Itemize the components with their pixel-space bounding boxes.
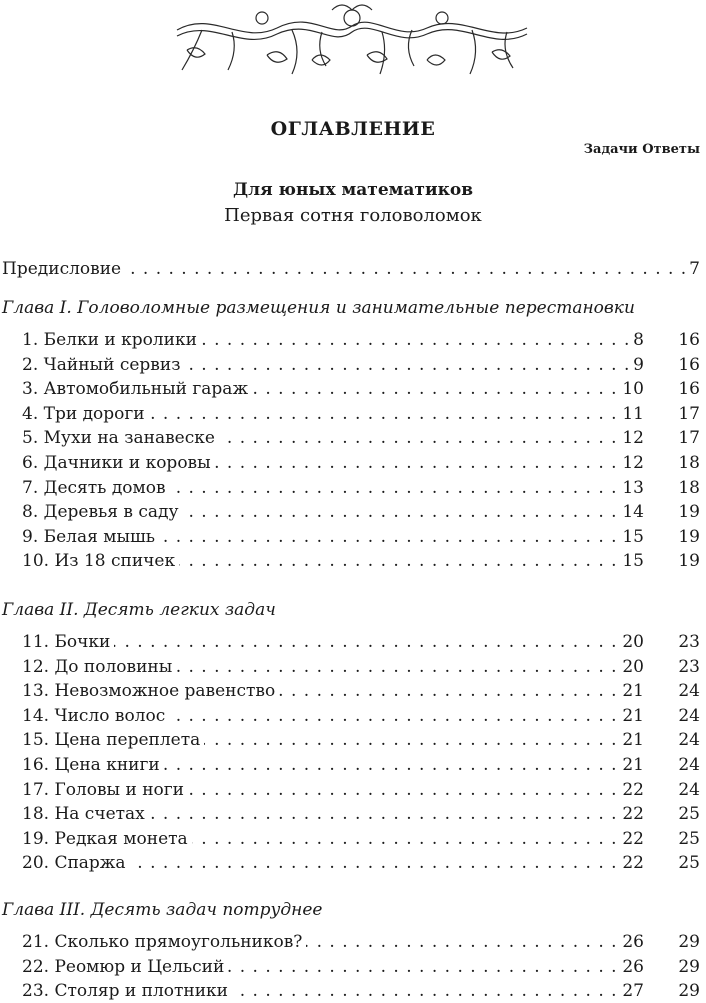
toc-row-answer-page: 25 <box>678 853 700 874</box>
column-headers <box>584 142 700 157</box>
col-tasks-header: Задачи <box>583 142 638 157</box>
toc-row-answer-page: 23 <box>678 656 700 677</box>
toc-row-task-page: 11 <box>618 402 644 426</box>
toc-row[interactable] <box>0 353 706 377</box>
toc-row-task-page: 21 <box>618 728 644 752</box>
toc-row[interactable] <box>0 630 706 654</box>
toc-row-task-page: 26 <box>618 955 644 979</box>
toc-row-answer-page: 16 <box>678 330 700 350</box>
toc-row-label: 6. Дачники и коровы <box>22 453 215 473</box>
toc-row-task-page: 20 <box>618 630 644 654</box>
toc-row-label: Предисловие <box>2 259 125 279</box>
toc-row-task-page: 26 <box>618 930 644 954</box>
toc-row-answer-page: 17 <box>678 428 700 449</box>
toc-row[interactable] <box>0 476 706 500</box>
toc-row-answer-page: 24 <box>678 681 700 702</box>
toc-row-label: 23. Столяр и плотники <box>22 981 232 1001</box>
toc-row-task-page: 15 <box>618 525 644 549</box>
toc-row[interactable] <box>0 753 706 777</box>
toc-row-label: 9. Белая мышь <box>22 527 159 547</box>
toc-row-task-page: 12 <box>618 451 644 475</box>
toc-row-answer-page: 16 <box>678 354 700 375</box>
toc-row-label: 3. Автомобильный гараж <box>22 379 252 399</box>
toc-row-task-page: 12 <box>618 426 644 450</box>
toc-row-answer-page: 24 <box>678 779 700 800</box>
toc-row[interactable] <box>0 655 706 679</box>
toc-row[interactable] <box>0 679 706 703</box>
toc-row-label: 14. Число волос <box>22 706 169 726</box>
toc-row[interactable] <box>0 500 706 524</box>
toc-row-task-page: 27 <box>618 979 644 1003</box>
toc-row[interactable] <box>0 979 706 1003</box>
section-subtitle: Первая сотня головоломок <box>224 205 482 226</box>
toc-row-answer-page: 24 <box>678 730 700 751</box>
toc-row-answer-page: 29 <box>678 932 700 952</box>
toc-row-label: 18. На счетах <box>22 804 149 824</box>
toc-row-label: 2. Чайный сервиз <box>22 355 184 375</box>
toc-row[interactable] <box>0 451 706 475</box>
toc-row[interactable] <box>0 525 706 549</box>
toc-row-task-page: 22 <box>618 802 644 826</box>
toc-row-page: 7 <box>685 257 700 281</box>
toc-row-answer-page: 17 <box>678 403 700 424</box>
col-answers-header: Ответы <box>642 142 700 157</box>
toc-row-task-page: 21 <box>618 679 644 703</box>
toc-row-task-page: 13 <box>618 476 644 500</box>
toc-row[interactable] <box>0 328 706 352</box>
toc-row-answer-page: 19 <box>678 502 700 523</box>
toc-row-task-page: 22 <box>618 778 644 802</box>
toc-row[interactable] <box>0 802 706 826</box>
toc-row-answer-page: 18 <box>678 477 700 498</box>
section-title: Для юных математиков <box>232 180 474 200</box>
toc-row-task-page: 21 <box>618 753 644 777</box>
toc-row-task-page: 22 <box>618 827 644 851</box>
toc-row-answer-page: 24 <box>678 755 700 775</box>
toc-row[interactable] <box>0 549 706 573</box>
toc-row[interactable] <box>0 851 706 875</box>
toc-row-label: 12. До половины <box>22 657 176 677</box>
toc-row[interactable] <box>0 827 706 851</box>
toc-row-label: 4. Три дороги <box>22 404 149 424</box>
toc-row-answer-page: 25 <box>678 804 700 825</box>
toc-row-answer-page: 18 <box>678 453 700 473</box>
toc-row-answer-page: 23 <box>678 632 700 652</box>
toc-row[interactable] <box>0 402 706 426</box>
toc-row-task-page: 20 <box>618 655 644 679</box>
toc-row-label: 19. Редкая монета <box>22 829 192 849</box>
toc-row-label: 7. Десять домов <box>22 478 170 498</box>
toc-row-task-page: 8 <box>629 328 644 352</box>
toc-row-task-page: 14 <box>618 500 644 524</box>
toc-row-label: 20. Спаржа <box>22 853 130 873</box>
chapter-heading[interactable]: Глава II. Десять легких задач <box>2 600 276 620</box>
toc-row[interactable] <box>0 930 706 954</box>
toc-row[interactable] <box>0 955 706 979</box>
page-title: ОГЛАВЛЕНИЕ <box>270 118 436 140</box>
toc-row-label: 5. Мухи на занавеске <box>22 428 219 448</box>
toc-row-label: 8. Деревья в саду <box>22 502 183 522</box>
toc-row[interactable] <box>0 728 706 752</box>
toc-row-task-page: 22 <box>618 851 644 875</box>
toc-row-label: 10. Из 18 спичек <box>22 551 179 571</box>
toc-row-answer-page: 29 <box>678 956 700 977</box>
toc-row-task-page: 10 <box>618 377 644 401</box>
toc-row-label: 15. Цена переплета <box>22 730 204 750</box>
toc-row-answer-page: 24 <box>678 705 700 726</box>
toc-row-label: 21. Сколько прямоугольников? <box>22 932 306 952</box>
toc-row[interactable] <box>0 377 706 401</box>
toc-row-label: 17. Головы и ноги <box>22 780 188 800</box>
toc-row-task-page: 9 <box>629 353 644 377</box>
toc-row-answer-page: 19 <box>678 526 700 547</box>
toc-row-answer-page: 19 <box>678 551 700 572</box>
toc-row-label: 13. Невозможное равенство <box>22 681 279 701</box>
vine-ornament <box>172 0 532 90</box>
toc-row-answer-page: 29 <box>678 981 700 1002</box>
chapter-heading[interactable]: Глава III. Десять задач потруднее <box>2 900 323 920</box>
toc-row-label: 16. Цена книги <box>22 755 164 775</box>
toc-row-task-page: 21 <box>618 704 644 728</box>
toc-row[interactable] <box>0 704 706 728</box>
toc-row-preface[interactable] <box>0 257 706 281</box>
toc-row-label: 11. Бочки <box>22 632 114 652</box>
toc-row-label: 22. Реомюр и Цельсий <box>22 957 228 977</box>
toc-row-task-page: 15 <box>618 549 644 573</box>
toc-row-answer-page: 25 <box>678 828 700 849</box>
chapter-heading[interactable]: Глава I. Головоломные размещения и занимательные перестановки <box>2 298 635 318</box>
toc-row[interactable] <box>0 426 706 450</box>
toc-row-answer-page: 16 <box>678 379 700 400</box>
toc-row-label: 1. Белки и кролики <box>22 330 201 350</box>
toc-row[interactable] <box>0 778 706 802</box>
